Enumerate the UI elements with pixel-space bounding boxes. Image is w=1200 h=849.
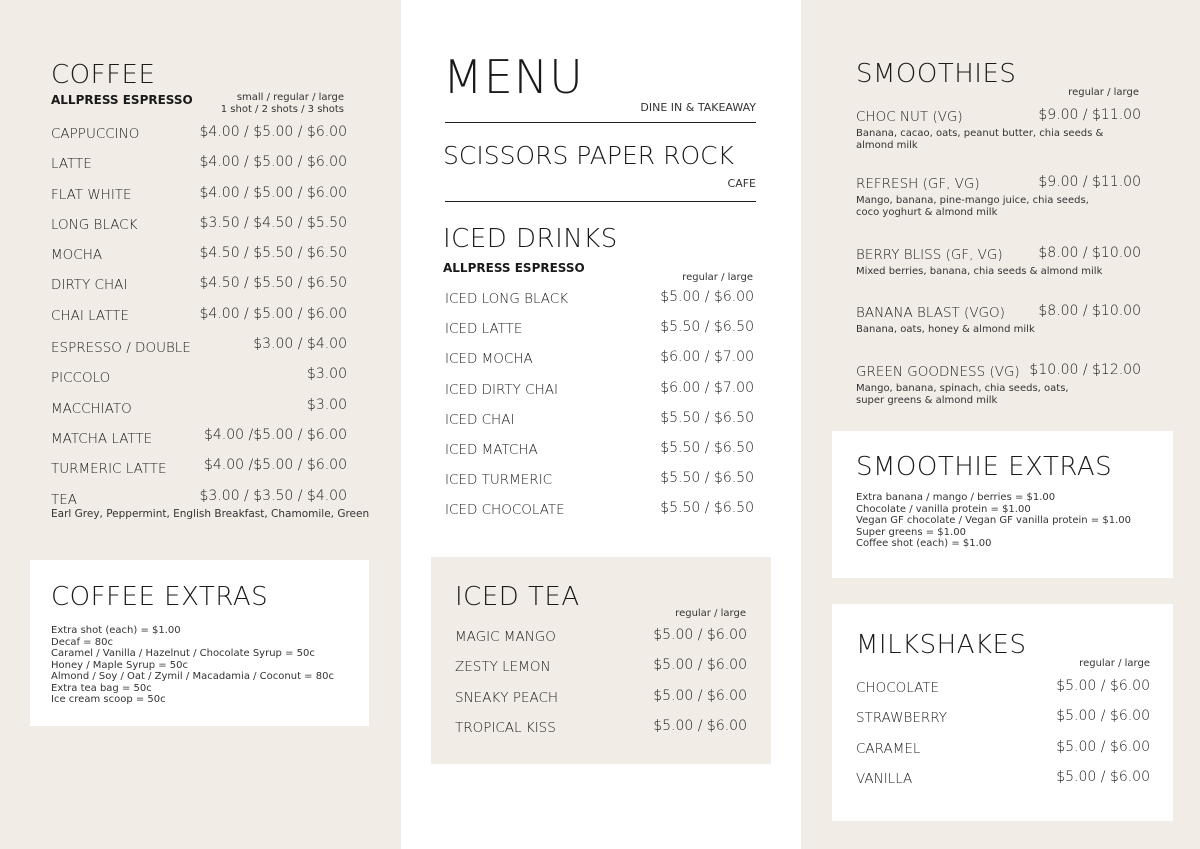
item-name: MATCHA LATTE bbox=[51, 430, 153, 447]
item-name: FLAT WHITE bbox=[51, 186, 132, 203]
iced-drinks-title: ICED DRINKS bbox=[443, 224, 618, 254]
item-price: $10.00 / $12.00 bbox=[1029, 362, 1141, 378]
item-description: Mango, banana, pine-mango juice, chia seeds, coco yoghurt & almond milk bbox=[856, 195, 1089, 218]
smoothies-size-hint: regular / large bbox=[1068, 87, 1139, 98]
item-name: STRAWBERRY bbox=[856, 710, 948, 727]
milkshakes-box bbox=[832, 604, 1173, 821]
item-name: LATTE bbox=[51, 156, 92, 173]
item-price: $8.00 / $10.00 bbox=[1038, 245, 1141, 261]
item-description: Banana, oats, honey & almond milk bbox=[856, 324, 1035, 335]
item-price: $5.50 / $6.50 bbox=[660, 500, 754, 517]
item-name: CHOC NUT (VG) bbox=[856, 109, 963, 125]
list-item bbox=[455, 657, 747, 687]
item-price: $6.00 / $7.00 bbox=[660, 349, 754, 366]
item-name: ICED LONG BLACK bbox=[445, 291, 569, 307]
smoothies-title: SMOOTHIES bbox=[856, 59, 1017, 89]
item-name: ICED TURMERIC bbox=[445, 472, 553, 489]
list-item bbox=[445, 500, 754, 530]
list-item bbox=[51, 427, 347, 457]
item-name: TROPICAL KISS bbox=[455, 719, 556, 736]
coffee-shot-hint: 1 shot / 2 shots / 3 shots bbox=[220, 104, 344, 115]
item-price: $3.00 / $4.00 bbox=[253, 336, 347, 353]
coffee-size-hint: small / regular / large bbox=[236, 92, 344, 103]
coffee-extras-title: COFFEE EXTRAS bbox=[51, 582, 269, 612]
list-item bbox=[445, 319, 754, 349]
smoothie-extras-box bbox=[832, 431, 1173, 578]
cafe-name: SCISSORS PAPER ROCK bbox=[443, 141, 734, 170]
list-item bbox=[51, 306, 347, 336]
iced-tea-size-hint: regular / large bbox=[675, 608, 746, 619]
list-item bbox=[856, 739, 1150, 769]
extra-line: Extra shot (each) = $1.00 bbox=[51, 625, 181, 636]
item-description: Banana, cacao, oats, peanut butter, chia seeds & almond milk bbox=[856, 128, 1104, 151]
item-price: $5.00 / $6.00 bbox=[1056, 678, 1150, 694]
extra-line: Super greens = $1.00 bbox=[856, 526, 966, 538]
list-item bbox=[445, 440, 754, 470]
item-price: $4.00 /$5.00 / $6.00 bbox=[203, 457, 347, 474]
item-price: $3.00 bbox=[306, 366, 347, 383]
list-item bbox=[51, 124, 347, 154]
list-item bbox=[856, 769, 1150, 799]
item-description: Mango, banana, spinach, chia seeds, oats, super greens & almond milk bbox=[856, 383, 1069, 406]
coffee-extras-box bbox=[30, 560, 369, 726]
list-item bbox=[856, 362, 1141, 406]
list-item bbox=[51, 457, 347, 487]
list-item bbox=[856, 708, 1150, 738]
item-price: $8.00 / $10.00 bbox=[1038, 303, 1141, 319]
item-price: $5.50 / $6.50 bbox=[660, 409, 754, 426]
list-item bbox=[455, 627, 747, 657]
item-price: $6.00 / $7.00 bbox=[660, 379, 754, 396]
list-item bbox=[445, 349, 754, 379]
item-price: $3.00 bbox=[306, 396, 347, 413]
item-price: $5.00 / $6.00 bbox=[653, 627, 747, 643]
item-price: $4.00 / $5.00 / $6.00 bbox=[199, 124, 347, 140]
item-name: ICED CHOCOLATE bbox=[445, 502, 565, 519]
item-price: $5.00 / $6.00 bbox=[1056, 768, 1150, 785]
extra-line: Vegan GF chocolate / Vegan GF vanilla protein = $1.00 bbox=[856, 515, 1131, 526]
coffee-list bbox=[51, 124, 347, 508]
extra-line: Caramel / Vanilla / Hazelnut / Chocolate Syrup = 50c bbox=[51, 648, 315, 659]
item-price: $5.00 / $6.00 bbox=[660, 289, 754, 305]
extra-line: Coffee shot (each) = $1.00 bbox=[856, 538, 992, 549]
menu-title: MENU bbox=[443, 50, 584, 104]
list-item bbox=[856, 303, 1141, 362]
coffee-title: COFFEE bbox=[51, 60, 156, 90]
list-item bbox=[51, 185, 347, 215]
item-price: $5.50 / $6.50 bbox=[660, 319, 754, 336]
extra-line: Honey / Maple Syrup = 50c bbox=[51, 659, 189, 671]
extra-line: Ice cream scoop = 50c bbox=[51, 694, 166, 705]
item-name: MACCHIATO bbox=[51, 400, 132, 417]
list-item bbox=[51, 154, 347, 184]
list-item bbox=[455, 688, 747, 718]
item-name: ICED CHAI bbox=[445, 411, 515, 428]
right-panel bbox=[801, 0, 1200, 849]
milkshakes-list bbox=[856, 678, 1150, 799]
item-price: $5.00 / $6.00 bbox=[653, 717, 747, 734]
item-price: $4.50 / $5.50 / $6.50 bbox=[199, 245, 347, 262]
list-item bbox=[455, 718, 747, 748]
list-item bbox=[445, 410, 754, 440]
item-name: CAPPUCCINO bbox=[51, 126, 140, 142]
item-name: TEA bbox=[51, 491, 78, 508]
iced-tea-box bbox=[431, 557, 771, 764]
list-item bbox=[445, 470, 754, 500]
extra-line: Extra tea bag = 50c bbox=[51, 682, 152, 694]
list-item bbox=[51, 215, 347, 245]
list-item bbox=[445, 289, 754, 319]
iced-tea-list bbox=[455, 627, 747, 748]
item-price: $9.00 / $11.00 bbox=[1038, 174, 1141, 190]
item-name: CARAMEL bbox=[856, 740, 921, 757]
middle-panel bbox=[401, 0, 801, 849]
item-price: $3.00 / $3.50 / $4.00 bbox=[199, 487, 347, 504]
item-price: $4.00 /$5.00 / $6.00 bbox=[203, 426, 347, 443]
coffee-extras-list bbox=[51, 625, 334, 706]
item-name: ICED LATTE bbox=[445, 321, 523, 338]
iced-drinks-subtitle: ALLPRESS ESPRESSO bbox=[443, 261, 585, 275]
item-price: $4.00 / $5.00 / $6.00 bbox=[199, 305, 347, 322]
smoothie-extras-title: SMOOTHIE EXTRAS bbox=[856, 452, 1113, 482]
item-price: $5.00 / $6.00 bbox=[1056, 738, 1150, 755]
item-name: DIRTY CHAI bbox=[51, 277, 128, 294]
item-description: Mixed berries, banana, chia seeds & almond milk bbox=[856, 266, 1103, 277]
iced-drinks-list bbox=[445, 289, 754, 531]
item-name: CHAI LATTE bbox=[51, 307, 129, 324]
item-name: TURMERIC LATTE bbox=[51, 461, 167, 478]
item-price: $9.00 / $11.00 bbox=[1038, 107, 1141, 123]
milkshakes-title: MILKSHAKES bbox=[856, 630, 1027, 660]
item-name: PICCOLO bbox=[51, 370, 111, 387]
item-price: $4.00 / $5.00 / $6.00 bbox=[199, 154, 347, 171]
item-name: LONG BLACK bbox=[51, 216, 138, 233]
smoothies-list bbox=[856, 107, 1141, 406]
list-item bbox=[51, 336, 347, 366]
extra-line: Decaf = 80c bbox=[51, 636, 113, 648]
item-name: SNEAKY PEACH bbox=[455, 689, 559, 706]
list-item bbox=[856, 245, 1141, 303]
item-price: $5.00 / $6.00 bbox=[653, 657, 747, 674]
milkshakes-size-hint: regular / large bbox=[1079, 658, 1150, 669]
list-item bbox=[856, 678, 1150, 708]
list-item bbox=[856, 174, 1141, 245]
item-name: BERRY BLISS (GF, VG) bbox=[856, 247, 1003, 263]
list-item bbox=[51, 397, 347, 427]
list-item bbox=[51, 275, 347, 305]
item-name: ICED MOCHA bbox=[445, 351, 533, 368]
item-price: $3.50 / $4.50 / $5.50 bbox=[199, 214, 347, 231]
extra-line: Extra banana / mango / berries = $1.00 bbox=[856, 492, 1056, 503]
tea-note: Earl Grey, Peppermint, English Breakfast, Chamomile, Green bbox=[51, 508, 370, 520]
list-item bbox=[51, 488, 347, 508]
menu-tagline: DINE IN & TAKEAWAY bbox=[640, 101, 756, 114]
item-name: REFRESH (GF, VG) bbox=[856, 176, 980, 192]
list-item bbox=[856, 107, 1141, 174]
item-name: ICED DIRTY CHAI bbox=[445, 381, 558, 398]
iced-drinks-size-hint: regular / large bbox=[682, 272, 753, 283]
item-price: $4.50 / $5.50 / $6.50 bbox=[199, 275, 347, 292]
item-name: GREEN GOODNESS (VG) bbox=[856, 364, 1020, 380]
item-name: MOCHA bbox=[51, 247, 103, 264]
left-panel bbox=[0, 0, 401, 849]
item-name: BANANA BLAST (VGO) bbox=[856, 305, 1005, 321]
item-name: MAGIC MANGO bbox=[455, 629, 556, 645]
list-item bbox=[51, 245, 347, 275]
item-name: CHOCOLATE bbox=[856, 680, 940, 696]
item-name: VANILLA bbox=[856, 770, 913, 787]
item-price: $5.50 / $6.50 bbox=[660, 470, 754, 487]
smoothie-extras-list bbox=[856, 492, 1131, 550]
list-item bbox=[445, 380, 754, 410]
divider bbox=[445, 122, 756, 123]
item-name: ICED MATCHA bbox=[445, 441, 538, 458]
item-name: ESPRESSO / DOUBLE bbox=[51, 340, 191, 357]
divider bbox=[445, 201, 756, 202]
item-price: $4.00 / $5.00 / $6.00 bbox=[199, 184, 347, 201]
cafe-label: CAFE bbox=[727, 177, 756, 190]
item-price: $5.00 / $6.00 bbox=[653, 687, 747, 704]
item-name: ZESTY LEMON bbox=[455, 659, 551, 676]
item-price: $5.50 / $6.50 bbox=[660, 439, 754, 456]
coffee-subtitle: ALLPRESS ESPRESSO bbox=[51, 93, 193, 107]
iced-tea-title: ICED TEA bbox=[455, 582, 580, 612]
extra-line: Almond / Soy / Oat / Zymil / Macadamia / Coconut = 80c bbox=[51, 671, 334, 682]
item-price: $5.00 / $6.00 bbox=[1056, 708, 1150, 725]
list-item bbox=[51, 366, 347, 396]
extra-line: Chocolate / vanilla protein = $1.00 bbox=[856, 503, 1031, 515]
